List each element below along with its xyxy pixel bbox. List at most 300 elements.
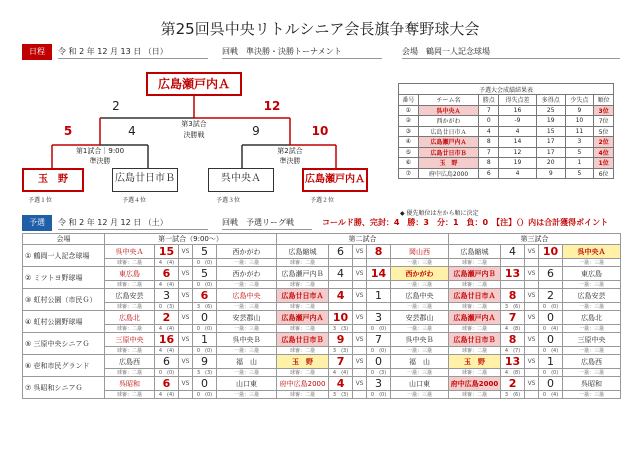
umpire-label: 一塁：三塁 <box>391 347 449 355</box>
team-b-score: 0 <box>367 355 391 369</box>
spacer <box>525 391 539 399</box>
team-b-name: 西かがわ <box>217 245 277 259</box>
prelim-venue: ③ 虹村公園（市民Ｇ） <box>23 289 105 311</box>
schedule-tag: 日程 <box>22 44 52 60</box>
team-b-points: 0 (0) <box>193 281 217 289</box>
team-b-name: 広島西 <box>563 355 621 369</box>
prelim-subrow <box>23 259 621 267</box>
bracket-team-4-note: 予選２位 <box>310 197 335 204</box>
vs-label: VS <box>525 289 539 303</box>
spacer <box>179 325 193 333</box>
team-b-name: 東広島 <box>563 267 621 281</box>
umpire-label: 一塁：三塁 <box>391 369 449 377</box>
team-a-score: 10 <box>329 311 353 325</box>
team-a-points: 3 (3) <box>329 347 353 355</box>
spacer <box>525 347 539 355</box>
results-cell: 1 <box>565 158 594 169</box>
team-b-score: 0 <box>193 311 217 325</box>
results-cell: 広島廿日市Ａ <box>418 126 479 137</box>
prelim-row <box>23 311 621 325</box>
results-cell: ⑦ <box>399 168 419 179</box>
team-b-points: 0 (4) <box>539 391 563 399</box>
results-cell: 呉中央Ａ <box>418 105 479 116</box>
results-cell: 17 <box>536 147 565 158</box>
umpire-label: 一塁：三塁 <box>563 281 621 289</box>
umpire-label: 球審：二塁 <box>449 369 501 377</box>
results-header: 少失点 <box>565 95 594 106</box>
results-cell: 3 <box>565 137 594 148</box>
team-a-points: 3 (3) <box>329 391 353 399</box>
final-date: 令 和 2 年 12 月 13 日 （日） <box>58 44 208 59</box>
team-a-score: 16 <box>155 333 179 347</box>
team-a-score: 13 <box>501 267 525 281</box>
umpire-label: 一塁：三塁 <box>217 347 277 355</box>
bracket-team-3: 呉中央Ａ <box>208 168 274 192</box>
team-a-points: 4 (4) <box>155 325 179 333</box>
umpire-label: 一塁：三塁 <box>563 347 621 355</box>
spacer <box>353 369 367 377</box>
team-b-points: 0 (0) <box>193 391 217 399</box>
prelim-subrow <box>23 391 621 399</box>
team-b-name: 岡山西 <box>391 245 449 259</box>
team-b-name: 安芸郡山 <box>391 311 449 325</box>
team-a-score: 6 <box>155 267 179 281</box>
results-cell: 広島瀬戸内Ａ <box>418 137 479 148</box>
team-b-score: 0 <box>539 333 563 347</box>
results-table <box>398 83 614 179</box>
prelim-row <box>23 267 621 281</box>
umpire-label: 一塁：三塁 <box>391 259 449 267</box>
prelim-table <box>22 233 621 399</box>
spacer <box>353 259 367 267</box>
results-cell: 西かがわ <box>418 116 479 127</box>
prelim-date: 令 和 2 年 12 月 12 日 （土） <box>58 215 208 230</box>
results-cell: 9 <box>536 168 565 179</box>
team-a-points: 0 (0) <box>155 369 179 377</box>
results-cell: 0 <box>479 116 499 127</box>
results-cell: 16 <box>499 105 537 116</box>
team-b-name: 広島中央 <box>217 289 277 303</box>
team-b-score: 10 <box>539 245 563 259</box>
vs-label: VS <box>353 355 367 369</box>
vs-label: VS <box>525 355 539 369</box>
vs-label: VS <box>353 377 367 391</box>
team-a-score: 3 <box>155 289 179 303</box>
vs-label: VS <box>179 333 193 347</box>
results-cell: 5 <box>565 168 594 179</box>
results-cell: 19 <box>499 158 537 169</box>
umpire-label: 球審：二塁 <box>449 281 501 289</box>
spacer <box>353 325 367 333</box>
sf1-left-score: 5 <box>63 124 73 138</box>
results-cell: -9 <box>499 116 537 127</box>
team-a-score: 7 <box>501 311 525 325</box>
team-a-points: 0 (3) <box>155 303 179 311</box>
umpire-label: 一塁：三塁 <box>563 303 621 311</box>
team-a-name: 広島廿日市Ｂ <box>277 333 329 347</box>
team-b-score: 5 <box>193 245 217 259</box>
team-a-score: 13 <box>501 355 525 369</box>
sf2-label: 第2試合 <box>277 147 303 155</box>
results-row <box>399 168 614 179</box>
team-b-points: 3 (6) <box>193 303 217 311</box>
results-row <box>399 158 614 169</box>
team-a-name: 広島北 <box>105 311 155 325</box>
team-b-name: 呉中央Ｂ <box>391 333 449 347</box>
results-cell: 12 <box>499 147 537 158</box>
team-a-name: 広島瀬戸内Ａ <box>277 311 329 325</box>
results-cell: 4 <box>479 126 499 137</box>
vs-label: VS <box>525 311 539 325</box>
team-a-name: 東広島 <box>105 267 155 281</box>
prelim-round: 回戦 予選リーグ戦 <box>222 215 312 230</box>
umpire-label: 一塁：三塁 <box>217 325 277 333</box>
team-a-score: 4 <box>329 289 353 303</box>
prelim-row <box>23 355 621 369</box>
prelim-points-note: コールド勝、完封：4 勝：3 分：1 負：0 【注】（）内は合計獲得ポイント <box>322 218 609 227</box>
team-b-name: 西かがわ <box>217 267 277 281</box>
umpire-label: 球審：二塁 <box>105 391 155 399</box>
vs-label: VS <box>179 289 193 303</box>
team-a-score: 8 <box>501 289 525 303</box>
spacer <box>179 281 193 289</box>
team-a-score: 4 <box>329 377 353 391</box>
team-a-name: 広島廿日市Ｂ <box>449 333 501 347</box>
team-a-name: 広島縮城 <box>277 245 329 259</box>
team-b-name: 山口東 <box>391 377 449 391</box>
vs-label: VS <box>353 311 367 325</box>
umpire-label: 球審：二塁 <box>105 303 155 311</box>
prelim-venue: ④ 虹村公園野球場 <box>23 311 105 333</box>
results-caption: 予選大会成績結果表 <box>399 84 614 95</box>
umpire-label: 球審：二塁 <box>277 391 329 399</box>
spacer <box>179 391 193 399</box>
prelim-venue: ⑤ 三原中央シニアＧ <box>23 333 105 355</box>
team-b-name: 福 山 <box>217 355 277 369</box>
spacer <box>525 281 539 289</box>
results-cell: 19 <box>536 116 565 127</box>
sf2-right-score: 10 <box>311 124 329 138</box>
prelim-header-game3: 第三試合 <box>449 234 621 245</box>
team-b-name: 広島北 <box>563 311 621 325</box>
results-header: 番号 <box>399 95 419 106</box>
sf1-right-score: 4 <box>128 124 136 138</box>
results-header: 勝点 <box>479 95 499 106</box>
sf1-round: 準決勝 <box>89 157 111 165</box>
team-a-name: 広島縮城 <box>449 245 501 259</box>
vs-label: VS <box>353 333 367 347</box>
team-b-points <box>367 281 391 289</box>
sf2-left-score: 9 <box>252 124 260 138</box>
team-a-name: 玉 野 <box>277 355 329 369</box>
team-a-points: 3 (6) <box>501 391 525 399</box>
spacer <box>179 303 193 311</box>
results-header: 得失点差 <box>499 95 537 106</box>
team-a-score: 7 <box>329 355 353 369</box>
bracket-team-1-note: 予選１位 <box>28 197 53 204</box>
results-cell: 5 <box>565 147 594 158</box>
spacer <box>525 303 539 311</box>
umpire-label: 一塁：三塁 <box>217 369 277 377</box>
team-a-points <box>329 303 353 311</box>
results-cell: ⑥ <box>399 158 419 169</box>
team-a-points <box>501 281 525 289</box>
vs-label: VS <box>353 289 367 303</box>
final-round-label: 決勝戦 <box>183 131 205 139</box>
prelim-header-game1: 第一試合（9:00～） <box>105 234 277 245</box>
results-cell: 3位 <box>594 105 614 116</box>
bracket-team-2: 広島廿日市Ｂ <box>112 168 178 192</box>
team-a-points: 4 (8) <box>501 369 525 377</box>
results-cell: 7 <box>479 147 499 158</box>
results-cell: 17 <box>536 137 565 148</box>
team-b-name: 三原中央 <box>563 333 621 347</box>
results-cell: ① <box>399 105 419 116</box>
prelim-header-game2: 第二試合 <box>277 234 449 245</box>
vs-label: VS <box>525 333 539 347</box>
team-b-name: 福 山 <box>391 355 449 369</box>
bracket-team-3-note: 予選３位 <box>216 197 241 204</box>
results-row <box>399 137 614 148</box>
vs-label: VS <box>353 267 367 281</box>
umpire-label: 一塁：三塁 <box>391 325 449 333</box>
spacer <box>353 391 367 399</box>
final-venue: 会場 鶴岡一人記念球場 <box>402 44 620 59</box>
umpire-label: 一塁：三塁 <box>217 281 277 289</box>
final-round: 回戦 準決勝・決勝トーナメント <box>222 44 382 59</box>
team-b-score: 0 <box>193 377 217 391</box>
results-row <box>399 147 614 158</box>
results-cell: 25 <box>536 105 565 116</box>
page-title: 第25回呉中央リトルシニア会長旗争奪野球大会 <box>160 20 480 38</box>
team-b-score: 7 <box>367 333 391 347</box>
team-a-score: 2 <box>501 377 525 391</box>
results-note: ◆ 優先順位は左から順に決定 <box>400 210 479 217</box>
results-cell: 7 <box>479 105 499 116</box>
team-a-points: 4 (4) <box>155 259 179 267</box>
team-a-points: 3 (6) <box>501 303 525 311</box>
prelim-subrow <box>23 369 621 377</box>
team-b-score: 0 <box>539 311 563 325</box>
vs-label: VS <box>179 311 193 325</box>
results-header: 多得点 <box>536 95 565 106</box>
spacer <box>525 259 539 267</box>
spacer <box>179 347 193 355</box>
results-cell: 11 <box>565 126 594 137</box>
prelim-subrow <box>23 325 621 333</box>
umpire-label: 球審：二塁 <box>105 369 155 377</box>
team-b-score: 6 <box>193 289 217 303</box>
team-b-name: 西かがわ <box>391 267 449 281</box>
results-cell: 玉 野 <box>418 158 479 169</box>
results-cell: 8 <box>479 158 499 169</box>
umpire-label: 一塁：三塁 <box>391 391 449 399</box>
team-a-name: 広島西 <box>105 355 155 369</box>
final-left-score: 2 <box>112 99 120 113</box>
team-a-score: 6 <box>155 377 179 391</box>
team-b-name: 広島中央 <box>391 289 449 303</box>
umpire-label: 球審：二塁 <box>277 347 329 355</box>
team-b-score: 1 <box>539 355 563 369</box>
prelim-venue: ⑥ 壱和市民グランド <box>23 355 105 377</box>
team-b-points <box>367 259 391 267</box>
prelim-day-bar <box>22 215 620 231</box>
umpire-label: 一塁：三塁 <box>563 325 621 333</box>
team-a-points: 3 (3) <box>329 325 353 333</box>
sf1-label: 第1試合｜9:00 <box>75 147 125 155</box>
vs-label: VS <box>179 377 193 391</box>
results-cell: 14 <box>499 137 537 148</box>
results-header: チーム名 <box>418 95 479 106</box>
team-b-points: 0 (0) <box>367 391 391 399</box>
team-a-score: 15 <box>155 245 179 259</box>
results-cell: 8 <box>479 137 499 148</box>
umpire-label: 球審：二塁 <box>277 303 329 311</box>
umpire-label: 球審：二塁 <box>449 391 501 399</box>
team-b-points: 0 (0) <box>193 347 217 355</box>
team-a-name: 呉昭和 <box>105 377 155 391</box>
umpire-label: 球審：二塁 <box>449 325 501 333</box>
spacer <box>353 303 367 311</box>
umpire-label: 球審：二塁 <box>449 259 501 267</box>
spacer <box>179 369 193 377</box>
vs-label: VS <box>525 245 539 259</box>
umpire-label: 一塁：三塁 <box>217 259 277 267</box>
team-a-name: 広島瀬戸内Ｂ <box>277 267 329 281</box>
results-cell: 10 <box>565 116 594 127</box>
team-b-score: 9 <box>193 355 217 369</box>
team-b-points: 0 (4) <box>539 325 563 333</box>
umpire-label: 球審：二塁 <box>105 325 155 333</box>
team-b-score: 1 <box>367 289 391 303</box>
team-b-name: 山口東 <box>217 377 277 391</box>
results-cell: 4 <box>499 126 537 137</box>
spacer <box>525 325 539 333</box>
umpire-label: 球審：二塁 <box>105 259 155 267</box>
results-row <box>399 126 614 137</box>
umpire-label: 球審：二塁 <box>277 281 329 289</box>
spacer <box>179 259 193 267</box>
team-a-points <box>329 281 353 289</box>
vs-label: VS <box>525 267 539 281</box>
results-cell: 6 <box>479 168 499 179</box>
umpire-label: 一塁：三塁 <box>391 281 449 289</box>
team-b-name: 広島安芸 <box>563 289 621 303</box>
team-b-score: 6 <box>539 267 563 281</box>
team-a-name: 府中広島2000 <box>449 377 501 391</box>
results-cell: ② <box>399 116 419 127</box>
results-cell: 15 <box>536 126 565 137</box>
umpire-label: 一塁：三塁 <box>563 259 621 267</box>
prelim-row <box>23 377 621 391</box>
prelim-subrow <box>23 303 621 311</box>
team-a-name: 府中広島2000 <box>277 377 329 391</box>
team-a-score: 9 <box>329 333 353 347</box>
spacer <box>525 369 539 377</box>
umpire-label: 球審：二塁 <box>277 259 329 267</box>
team-a-score: 2 <box>155 311 179 325</box>
team-b-score: 5 <box>193 267 217 281</box>
results-cell: ④ <box>399 137 419 148</box>
vs-label: VS <box>179 245 193 259</box>
team-a-points: 4 (7) <box>501 347 525 355</box>
team-b-name: 安芸郡山 <box>217 311 277 325</box>
results-header: 順位 <box>594 95 614 106</box>
umpire-label: 一塁：三塁 <box>391 303 449 311</box>
team-a-score: 4 <box>501 245 525 259</box>
final-label: 第3試合 <box>181 120 207 128</box>
team-a-name: 広島廿日市Ａ <box>277 289 329 303</box>
team-a-name: 広島瀬戸内Ａ <box>449 311 501 325</box>
sf2-round: 準決勝 <box>279 157 301 165</box>
umpire-label: 一塁：三塁 <box>563 369 621 377</box>
umpire-label: 球審：二塁 <box>277 325 329 333</box>
team-b-score: 3 <box>367 377 391 391</box>
prelim-tag: 予選 <box>22 215 52 231</box>
prelim-venue: ⑦ 呉昭和シニアＧ <box>23 377 105 399</box>
team-b-points: 0 (4) <box>539 347 563 355</box>
team-a-score: 4 <box>329 267 353 281</box>
team-b-points <box>367 303 391 311</box>
results-cell: 4位 <box>594 147 614 158</box>
umpire-label: 球審：二塁 <box>449 303 501 311</box>
prelim-venue: ① 鶴岡一人記念球場 <box>23 245 105 267</box>
results-cell: 5位 <box>594 126 614 137</box>
team-a-points: 4 (8) <box>501 325 525 333</box>
team-b-name: 呉中央Ｂ <box>217 333 277 347</box>
prelim-subrow <box>23 281 621 289</box>
results-row <box>399 116 614 127</box>
results-cell: ③ <box>399 126 419 137</box>
vs-label: VS <box>353 245 367 259</box>
results-cell: 府中広島2000 <box>418 168 479 179</box>
team-a-score: 8 <box>501 333 525 347</box>
results-cell: 4 <box>499 168 537 179</box>
team-a-points <box>501 259 525 267</box>
team-a-name: 広島廿日市Ａ <box>449 289 501 303</box>
spacer <box>353 281 367 289</box>
team-b-points: 0 (0) <box>193 259 217 267</box>
team-b-name: 呉昭和 <box>563 377 621 391</box>
team-b-points <box>539 281 563 289</box>
umpire-label: 一塁：三塁 <box>563 391 621 399</box>
results-row <box>399 105 614 116</box>
team-b-score: 2 <box>539 289 563 303</box>
prelim-venue: ② ミツトヨ野球場 <box>23 267 105 289</box>
results-cell: 6位 <box>594 168 614 179</box>
bracket-team-1: 玉 野 <box>22 168 84 192</box>
team-b-score: 0 <box>539 377 563 391</box>
umpire-label: 球審：二塁 <box>449 347 501 355</box>
team-a-points <box>329 259 353 267</box>
team-a-name: 広島安芸 <box>105 289 155 303</box>
team-b-points: 0 (0) <box>539 369 563 377</box>
champion-box: 広島瀬戸内Ａ <box>146 72 242 96</box>
prelim-row <box>23 289 621 303</box>
team-a-points: 4 (4) <box>155 347 179 355</box>
team-a-name: 三原中央 <box>105 333 155 347</box>
prelim-subrow <box>23 347 621 355</box>
bracket-team-2-note: 予選４位 <box>122 197 147 204</box>
results-cell: ⑤ <box>399 147 419 158</box>
prelim-row <box>23 245 621 259</box>
team-b-points: 0 (0) <box>367 325 391 333</box>
bracket-team-4: 広島瀬戸内Ａ <box>302 168 368 192</box>
prelim-header-venue: 会場 <box>23 234 105 245</box>
team-a-score: 6 <box>329 245 353 259</box>
prelim-row <box>23 333 621 347</box>
umpire-label: 球審：二塁 <box>105 347 155 355</box>
